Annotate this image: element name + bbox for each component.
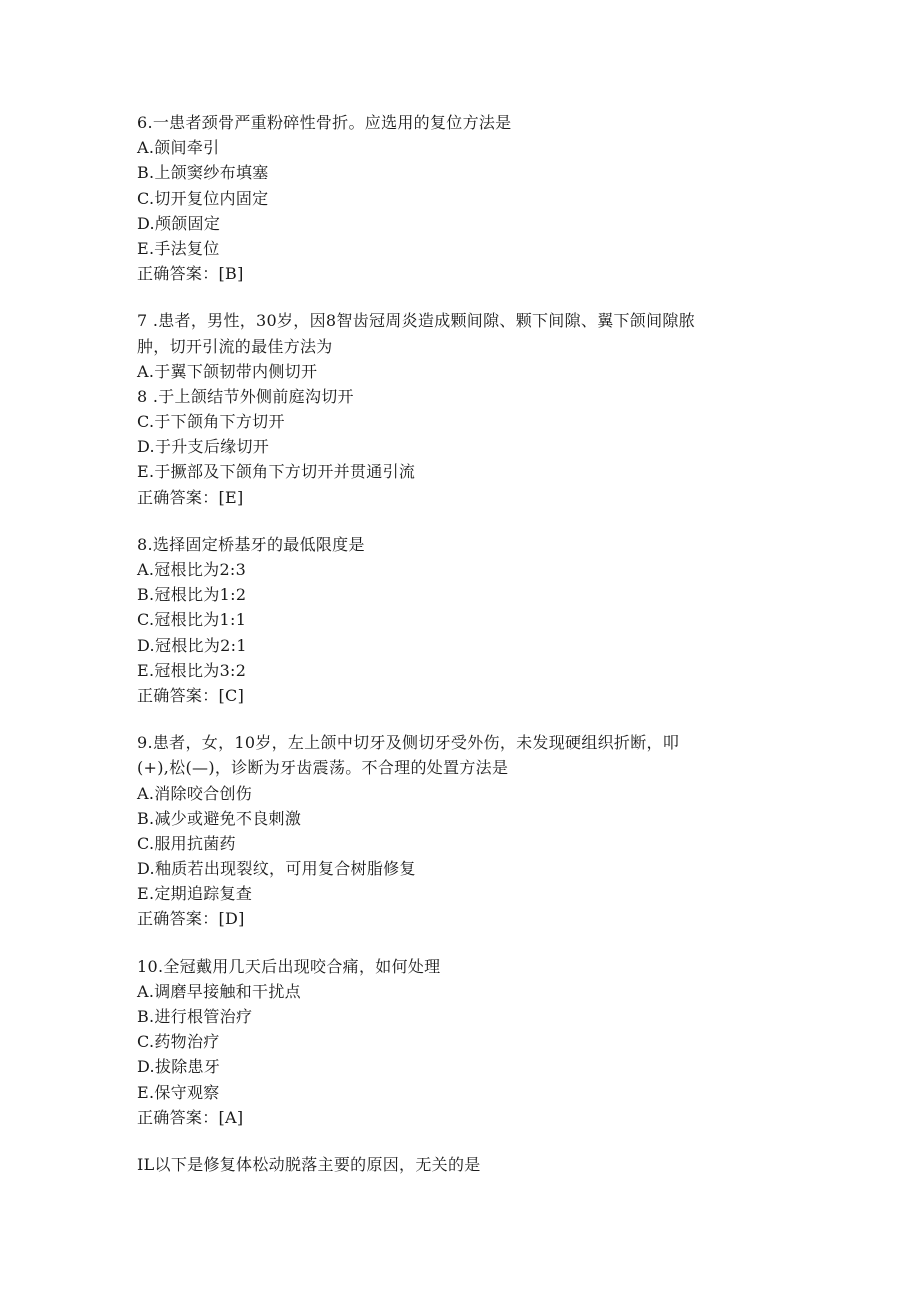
option-a: A.于翼下颌韧带内侧切开 xyxy=(137,361,318,381)
option-d: D.拔除患牙 xyxy=(137,1057,221,1077)
question-11 xyxy=(137,1152,797,1177)
option-e: E.于撅部及下颌角下方切开并贯通引流 xyxy=(137,462,416,482)
option-b: B.冠根比为1:2 xyxy=(137,585,247,605)
question-stem: 8.选择固定桥基牙的最低限度是 xyxy=(137,534,365,554)
question-7 xyxy=(137,308,797,510)
option-c: C.于下颌角下方切开 xyxy=(137,412,285,432)
option-a: A.消除咬合创伤 xyxy=(137,783,253,803)
question-6 xyxy=(137,110,797,286)
option-e: E.定期追踪复查 xyxy=(137,884,253,904)
option-a: A.颌间牵引 xyxy=(137,138,220,158)
option-a: A.冠根比为2:3 xyxy=(137,560,247,579)
question-stem-continued: (+),松(—)，诊断为牙齿震荡。不合理的处置方法是 xyxy=(137,758,509,778)
option-c: C.冠根比为1:1 xyxy=(137,610,247,630)
correct-answer: 正确答案：[D] xyxy=(137,909,245,929)
option-d: D.釉质若出现裂纹，可用复合树脂修复 xyxy=(137,859,416,879)
question-stem: 7 .患者，男性，30岁，因8智齿冠周炎造成颗间隙、颗下间隙、翼下颌间隙脓 xyxy=(137,311,695,331)
question-stem: IL以下是修复体松动脱落主要的原因，无关的是 xyxy=(137,1154,481,1174)
question-8 xyxy=(137,532,797,708)
option-d: D.冠根比为2:1 xyxy=(137,635,247,655)
option-b: B.上颌窦纱布填塞 xyxy=(137,163,269,183)
document-page xyxy=(137,110,797,1199)
question-9 xyxy=(137,730,797,932)
correct-answer: 正确答案：[E] xyxy=(137,487,244,507)
option-c: C.服用抗菌药 xyxy=(137,833,236,853)
option-e: E.手法复位 xyxy=(137,238,220,258)
correct-answer: 正确答案：[A] xyxy=(137,1107,244,1127)
question-stem: 10.全冠戴用几天后出现咬合痛，如何处理 xyxy=(137,956,441,976)
option-b: 8 .于上颌结节外侧前庭沟切开 xyxy=(137,386,354,406)
correct-answer: 正确答案：[C] xyxy=(137,685,245,705)
question-stem-continued: 肿，切开引流的最佳方法为 xyxy=(137,336,333,356)
question-10 xyxy=(137,954,797,1130)
option-a: A.调磨早接触和干扰点 xyxy=(137,981,301,1001)
option-b: B.进行根管治疗 xyxy=(137,1007,253,1026)
option-e: E.保守观察 xyxy=(137,1082,220,1102)
option-c: C.切开复位内固定 xyxy=(137,188,269,208)
correct-answer: 正确答案：[B] xyxy=(137,264,244,284)
question-stem: 6.一患者颈骨严重粉碎性骨折。应选用的复位方法是 xyxy=(137,113,512,132)
option-d: D.于升支后缘切开 xyxy=(137,437,270,457)
option-e: E.冠根比为3:2 xyxy=(137,660,247,680)
option-c: C.药物治疗 xyxy=(137,1032,220,1052)
option-b: B.减少或避免不良刺激 xyxy=(137,808,302,828)
option-d: D.颅颌固定 xyxy=(137,213,221,233)
question-stem: 9.患者，女，10岁，左上颌中切牙及侧切牙受外伤，未发现硬组织折断，叩 xyxy=(137,733,680,753)
